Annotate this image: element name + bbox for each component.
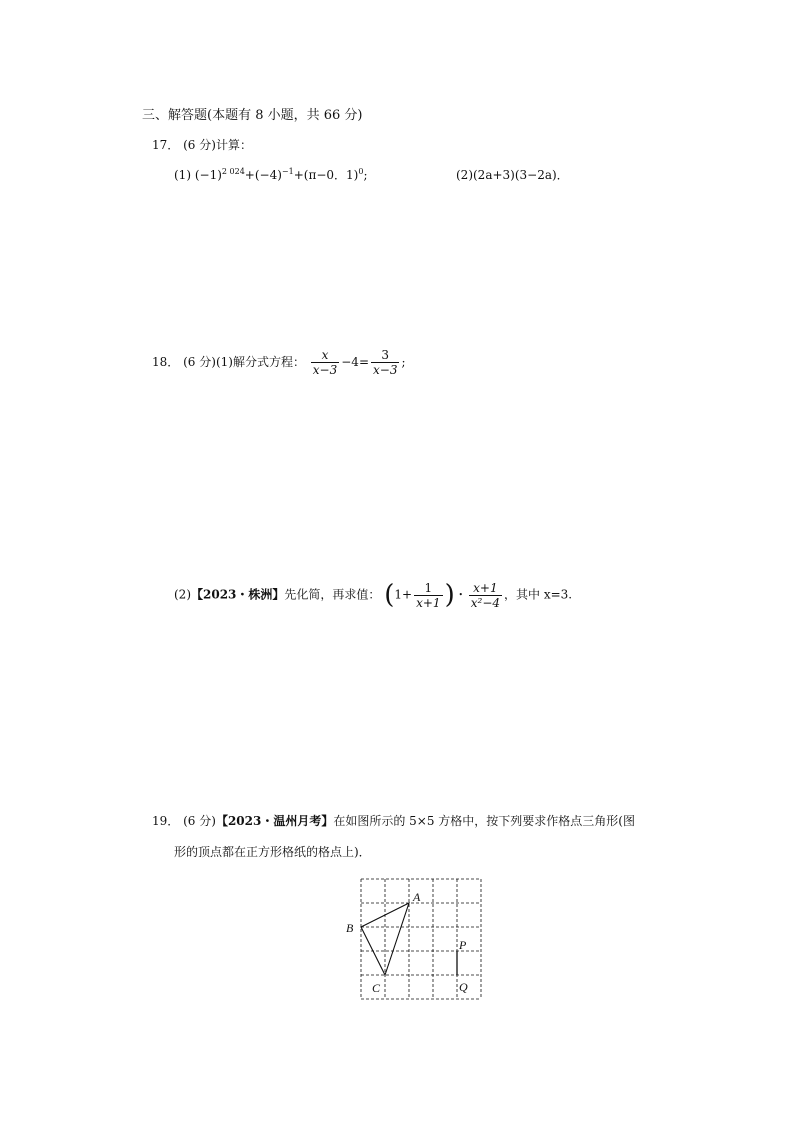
q18-p2-frac1-den: x+1 — [416, 595, 441, 610]
point-label-p: P — [459, 938, 467, 952]
q17-part2 — [456, 166, 569, 183]
q17-p1-exp-a: 2 024 — [221, 167, 245, 176]
q18-number: 18． — [152, 355, 180, 369]
q18-p1-end: ; — [401, 355, 406, 369]
q19-text-line1: 在如图所示的 5×5 方格中，按下列要求作格点三角形(图 — [333, 814, 635, 828]
q18-p2-label: (2) — [174, 587, 191, 602]
q19-number: 19． — [152, 814, 180, 828]
q18-part1 — [152, 348, 406, 377]
q18-part2 — [174, 580, 572, 610]
q17-part1 — [174, 166, 367, 183]
q19-line1 — [152, 812, 635, 829]
q18-p1-frac1 — [311, 348, 339, 377]
q18-p2-tail: ，其中 x=3. — [504, 587, 573, 602]
section-title: 三、解答题(本题有 8 小题，共 66 分) — [142, 108, 363, 123]
q18-p2-dot: ・ — [454, 587, 467, 602]
q18-p2-instruction: 先化简，再求值： — [284, 587, 381, 602]
q17-p2-expr: (2a+3)(3−2a)． — [473, 168, 569, 182]
q18-p1-frac2 — [371, 348, 399, 377]
q17-header — [152, 136, 252, 153]
q18-p2-left-paren: ( — [384, 580, 395, 610]
point-label-b: B — [346, 921, 354, 935]
q19-points: (6 分) — [183, 814, 216, 828]
q17-p1-expr-b: +(−4) — [244, 168, 282, 182]
q18-p1-frac1-den: x−3 — [312, 363, 338, 377]
q17-p1-expr-a: (−1) — [194, 168, 222, 182]
q18-p1-frac2-den: x−3 — [373, 363, 398, 377]
q17-p2-label: (2) — [456, 168, 473, 182]
q19-line2: 形的顶点都在正方形格纸的格点上)． — [174, 845, 371, 859]
q17-points: (6 分) — [183, 138, 216, 152]
q18-p2-frac1-num: 1 — [414, 581, 442, 596]
q17-p1-exp-b: −1 — [281, 167, 294, 176]
q17-p1-expr-c: +(π−0．1) — [293, 168, 359, 182]
point-label-a: A — [413, 890, 421, 904]
q17-p1-label: (1) — [174, 168, 191, 182]
q19-tag: 【2023・温州月考】 — [215, 814, 334, 828]
point-label-c: C — [372, 981, 381, 995]
q17-number: 17． — [152, 138, 180, 152]
q18-p2-right-paren: ) — [444, 580, 455, 610]
q18-p2-frac2-den: x²−4 — [470, 595, 501, 610]
grid-labels — [346, 890, 468, 995]
q18-p2-frac2 — [469, 581, 502, 610]
q18-p1-mid: −4= — [341, 355, 369, 369]
q18-p1-label: (1) — [215, 355, 233, 369]
q18-p1-frac1-num: x — [311, 348, 339, 363]
q18-p2-frac2-num: x+1 — [469, 581, 502, 596]
q17-p1-exp-c: 0 — [358, 167, 364, 176]
q17-instruction: 计算： — [215, 138, 252, 152]
q18-points: (6 分) — [183, 355, 216, 369]
q18-p2-one-plus: 1+ — [394, 587, 413, 602]
point-label-q: Q — [459, 980, 468, 994]
grid-figure — [340, 872, 490, 1004]
q18-p1-frac2-num: 3 — [371, 348, 399, 363]
q18-p1-instruction: 解分式方程： — [232, 355, 305, 369]
q17-p1-end: ; — [363, 168, 368, 182]
q18-p2-frac1 — [414, 581, 442, 610]
q18-p2-tag: 【2023・株洲】 — [191, 587, 285, 602]
